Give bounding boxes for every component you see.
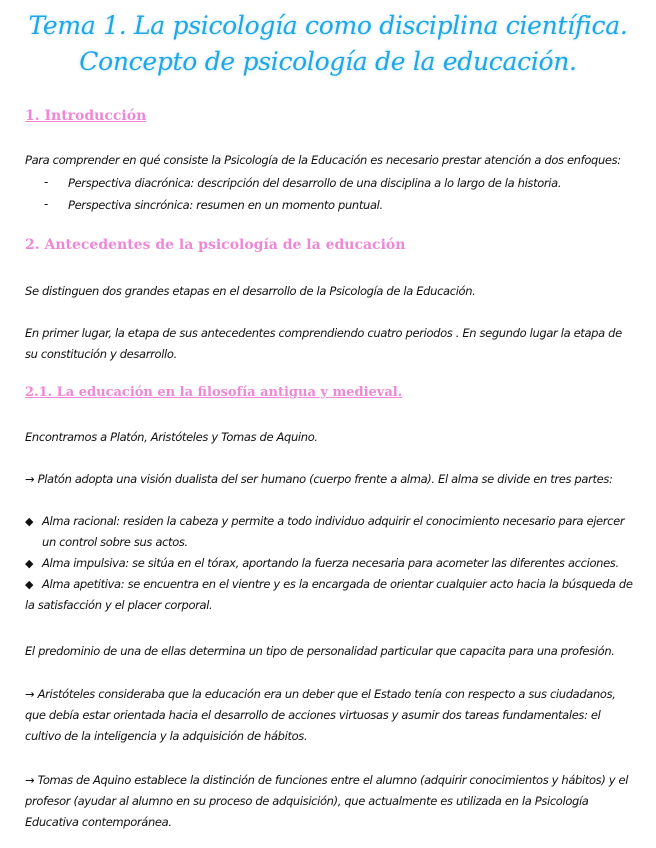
arrow-icon: →: [25, 687, 35, 701]
section-2-1-paragraph-1: Encontramos a Platón, Aristóteles y Tomas de Aquino.: [25, 430, 318, 444]
arrow-icon: →: [25, 472, 35, 486]
section-2-1-paragraph-2: El predominio de una de ellas determina un tipo de personalidad particular que capacita para una profesión.: [25, 644, 615, 658]
dash-bullet: -: [44, 197, 49, 211]
alma-racional-item: Alma racional: residen la cabeza y permite a todo individuo adquirir el conocimiento necesario para ejercer un control sobre sus actos.: [42, 514, 625, 549]
arrow-icon: →: [25, 773, 35, 787]
title-line-1: Tema 1. La psicología como disciplina científica.: [28, 11, 628, 40]
alma-apetitiva-item: Alma apetitiva: se encuentra en el vientre y es la encargada de orientar cualquier acto hacia la búsqueda de la satisfacción y el placer corporal.: [25, 577, 633, 612]
dash-bullet: -: [44, 175, 49, 189]
alma-impulsiva-item: Alma impulsiva: se sitúa en el tórax, aportando la fuerza necesaria para acometer las diferentes acciones.: [42, 556, 619, 570]
section-1-bullet-2: Perspectiva sincrónica: resumen en un momento puntual.: [68, 198, 383, 212]
aristoteles-paragraph: [25, 684, 634, 747]
aristoteles-text: Aristóteles consideraba que la educación era un deber que el Estado tenía con respecto a sus ciudadanos, que debía estar orientada hacia el desarrollo de acciones virtuosas y asumir dos tareas fundamentales: el cultivo de la inteligencia y la adquisición de hábitos.: [25, 687, 616, 743]
diamond-bullet-icon: ◆: [25, 557, 34, 570]
aquino-paragraph: [25, 770, 634, 833]
section-2-1-heading: 2.1. La educación en la filosofía antigua y medieval.: [25, 385, 403, 400]
section-1-bullet-1: Perspectiva diacrónica: descripción del desarrollo de una disciplina a lo largo de la historia.: [68, 176, 562, 190]
diamond-bullet-icon: ◆: [25, 578, 34, 591]
platon-text: Platón adopta una visión dualista del ser humano (cuerpo frente a alma). El alma se divide en tres partes:: [37, 472, 613, 486]
platon-paragraph: [25, 469, 634, 490]
title-line-2: Concepto de psicología de la educación.: [79, 47, 577, 76]
diamond-bullet-icon: ◆: [25, 515, 34, 528]
section-2-paragraph-2: En primer lugar, la etapa de sus antecedentes comprendiendo cuatro periodos . En segundo lugar la etapa de su constitución y desarrollo.: [25, 326, 622, 361]
section-1-intro: Para comprender en qué consiste la Psicología de la Educación es necesario prestar atención a dos enfoques:: [25, 153, 621, 167]
section-2-heading: 2. Antecedentes de la psicología de la educación: [25, 237, 406, 253]
document-title: [0, 8, 656, 80]
section-2-paragraph-1: Se distinguen dos grandes etapas en el desarrollo de la Psicología de la Educación.: [25, 284, 476, 298]
section-1-heading: 1. Introducción: [25, 108, 147, 124]
aquino-text: Tomas de Aquino establece la distinción de funciones entre el alumno (adquirir conocimientos y hábitos) y el profesor (ayudar al alumno en su proceso de adquisición), que actualmente es utilizada en la Psicología Educativa contemporánea.: [25, 773, 629, 829]
